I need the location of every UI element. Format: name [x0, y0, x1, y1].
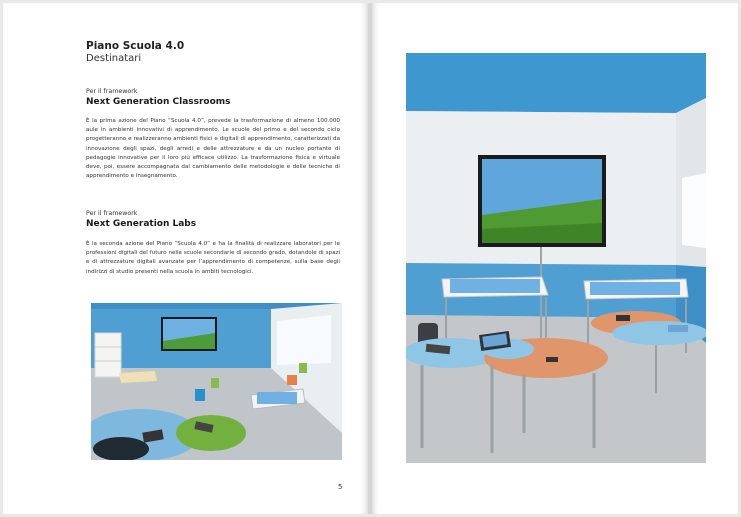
page-number: 5: [338, 483, 343, 491]
section-title-classrooms: Next Generation Classrooms: [86, 97, 231, 107]
section-body-labs: È la seconda azione del Piano “Scuola 4.0” e ha la finalità di realizzare laboratori per le professioni digitali del futuro nelle scuole secondarie di secondo grado, dotandole di spazi e di attrezzature digitali avanzate per l’apprendimento di competenze, sulla base degli indirizzi di studio presenti nella scuola in ambiti tecnologici.: [86, 241, 340, 275]
document-title: Piano Scuola 4.0: [86, 40, 185, 52]
section-kicker: Per il framework: [86, 210, 138, 217]
section-kicker: Per il framework: [86, 88, 138, 95]
document-subtitle: Destinatari: [86, 53, 142, 64]
section-body-classrooms: È la prima azione del Piano “Scuola 4.0”, prevede la trasformazione di almeno 100.000 aule in ambienti innovativi di apprendimento. Le scuole del primo e del secondo ciclo progetteranno e realizzeranno ambienti fisici e digitali di apprendimento, caratterizzati da innovazione degli spazi, degli arredi e delle attrezzature e da un nucleo portante di pedagogie innovative per il loro più efficace utilizzo. La trasformazione fisica e virtuale deve, poi, essere accompagnata dal cambiamento delle metodologie e delle tecniche di apprendimento e insegnamento.: [86, 118, 340, 180]
section-title-labs: Next Generation Labs: [86, 219, 197, 229]
classroom-photo-large: [406, 53, 706, 463]
classroom-photo-small: [91, 303, 342, 460]
